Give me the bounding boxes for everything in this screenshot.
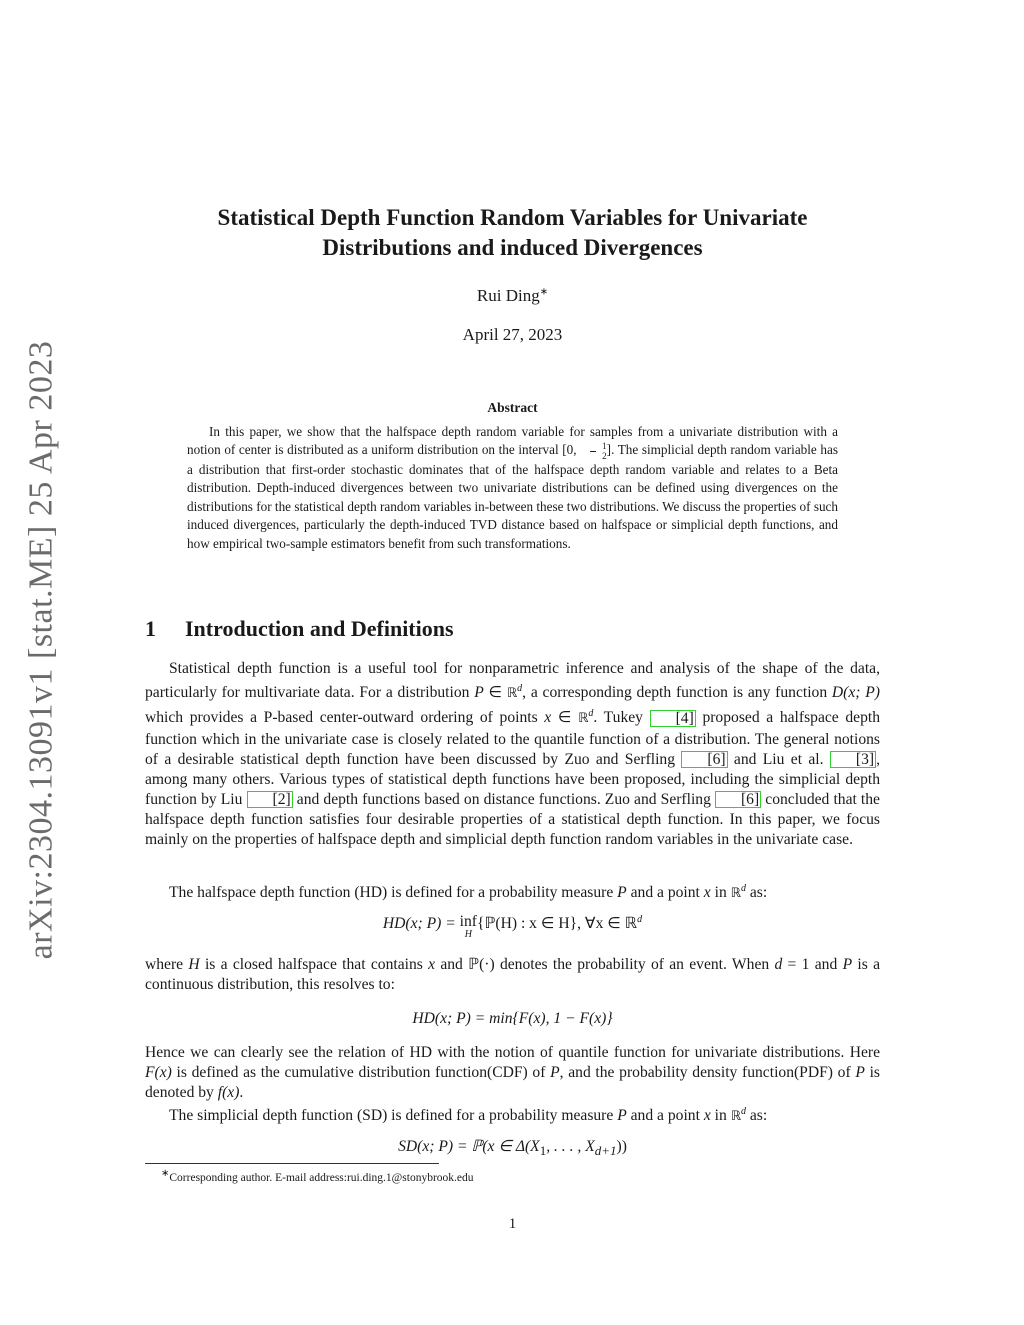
citation-link-2[interactable]: [2] [247,791,293,808]
abstract-part-2: ]. The simplicial depth random variable has a distribution that first-order stochastic dominates that of the halfspace depth random variable and relates to a Beta distribution. Depth-induced divergences between two univariate distributions can be defined using divergences on the distributions for the statistical depth random variables in-between these two distributions. We discuss the properties of such induced divergences, particularly the depth-induced TVD distance based on halfspace or simplicial depth functions, and how empirical two-sample estimators benefit from such transformations. [187,442,838,551]
abstract-text [187,423,838,553]
citation-link-6b[interactable]: [6] [715,791,761,808]
footnote-text: Corresponding author. E-mail address:rui.ding.1@stonybrook.edu [169,1171,474,1184]
fraction-one-half [580,442,607,461]
title-line-1: Statistical Depth Function Random Variables for Univariate [217,205,808,230]
equation-simplicial-depth: SD(x; P) = ℙ(x ∈ $\Delta(X_1$, . . . , $X_{d+1}$)) [398,1138,627,1159]
footnote-mark: ∗ [161,1168,170,1179]
paragraph-intro: Statistical depth function is a useful tool for nonparametric inference and analysis of the shape of the data, particularly for multivariate data. For a distribution P ∈ ℝ$^d$, a corresponding depth function is any function D(x; P) which provides a P-based center-outward ordering of points x ∈ ℝ$^d$. Tukey [4] proposed a halfspace depth function which in the univariate case is closely related to the quantile function of a distribution. The general notions of a desirable statistical depth function have been discussed by Zuo and Serfling [6] and Liu et al. [3] , among many others. Various types of statistical depth functions have been proposed, including the simplicial depth function by Liu [2] and depth functions based on distance functions. Zuo and Serfling [6] concluded that the halfspace depth function satisfies four desirable properties of a statistical depth function. In this paper, we focus mainly on the properties of halfspace depth and simplicial depth function random variables in the univariate case. [145,660,880,849]
paper-title [145,203,880,263]
citation-link-6[interactable]: [6] [681,751,727,768]
footnote-divider [145,1163,439,1164]
arxiv-identifier: arXiv:2304.13091v1 [stat.ME] 25 Apr 2023 [22,340,59,960]
equation-hd-univariate: HD(x; P) = min{F(x), 1 − F(x)} [412,1010,613,1027]
section-number: 1 [145,616,156,641]
section-title: Introduction and Definitions [185,616,454,641]
paragraph-sd-definition: The simplicial depth function (SD) is defined for a probability measure P and a point x in ℝ$^d$ as: [169,1106,768,1125]
title-line-2: Distributions and induced Divergences [322,235,703,260]
page-number: 1 [508,1216,517,1232]
paragraph-halfspace-explanation: where H is a closed halfspace that contains x and ℙ(·) denotes the probability of an event. When d = 1 and P is a continuous distribution, this resolves to: [145,956,881,994]
abstract-heading: Abstract [487,400,538,415]
abstract-part-1: In this paper, we show that the halfspace depth random variable for samples from a univariate distribution with a notion of center is distributed as a uniform distribution on the interval [0, [187,424,838,458]
infimum-operator: inf H [459,913,477,940]
publication-date: April 27, 2023 [462,325,563,344]
arxiv-sidebar-stamp [16,340,66,960]
citation-link-4[interactable]: [4] [650,710,696,727]
fraction-numerator: 1 [602,440,607,451]
author-name: Rui Ding [476,286,540,305]
footnote [161,1168,861,1184]
paragraph-hd-definition: The halfspace depth function (HD) is defined for a probability measure P and a point x in ℝ$^d$ as: [169,883,768,902]
equation-halfspace-depth: HD(x; P) = inf H {ℙ(H) : x ∈ H}, ∀x ∈ ℝ$^d$ [382,913,643,940]
author [145,286,880,306]
citation-link-3[interactable]: [3] [830,751,876,768]
fraction-denominator: 2 [602,450,607,461]
paragraph-quantile-relation: Hence we can clearly see the relation of HD with the notion of quantile function for univariate distributions. Here F(x) is defined as the cumulative distribution function(CDF) of P, and the probability density function(PDF) of P is denoted by f(x). [145,1044,880,1102]
author-footnote-mark: ∗ [539,286,549,298]
section-heading [145,616,880,642]
